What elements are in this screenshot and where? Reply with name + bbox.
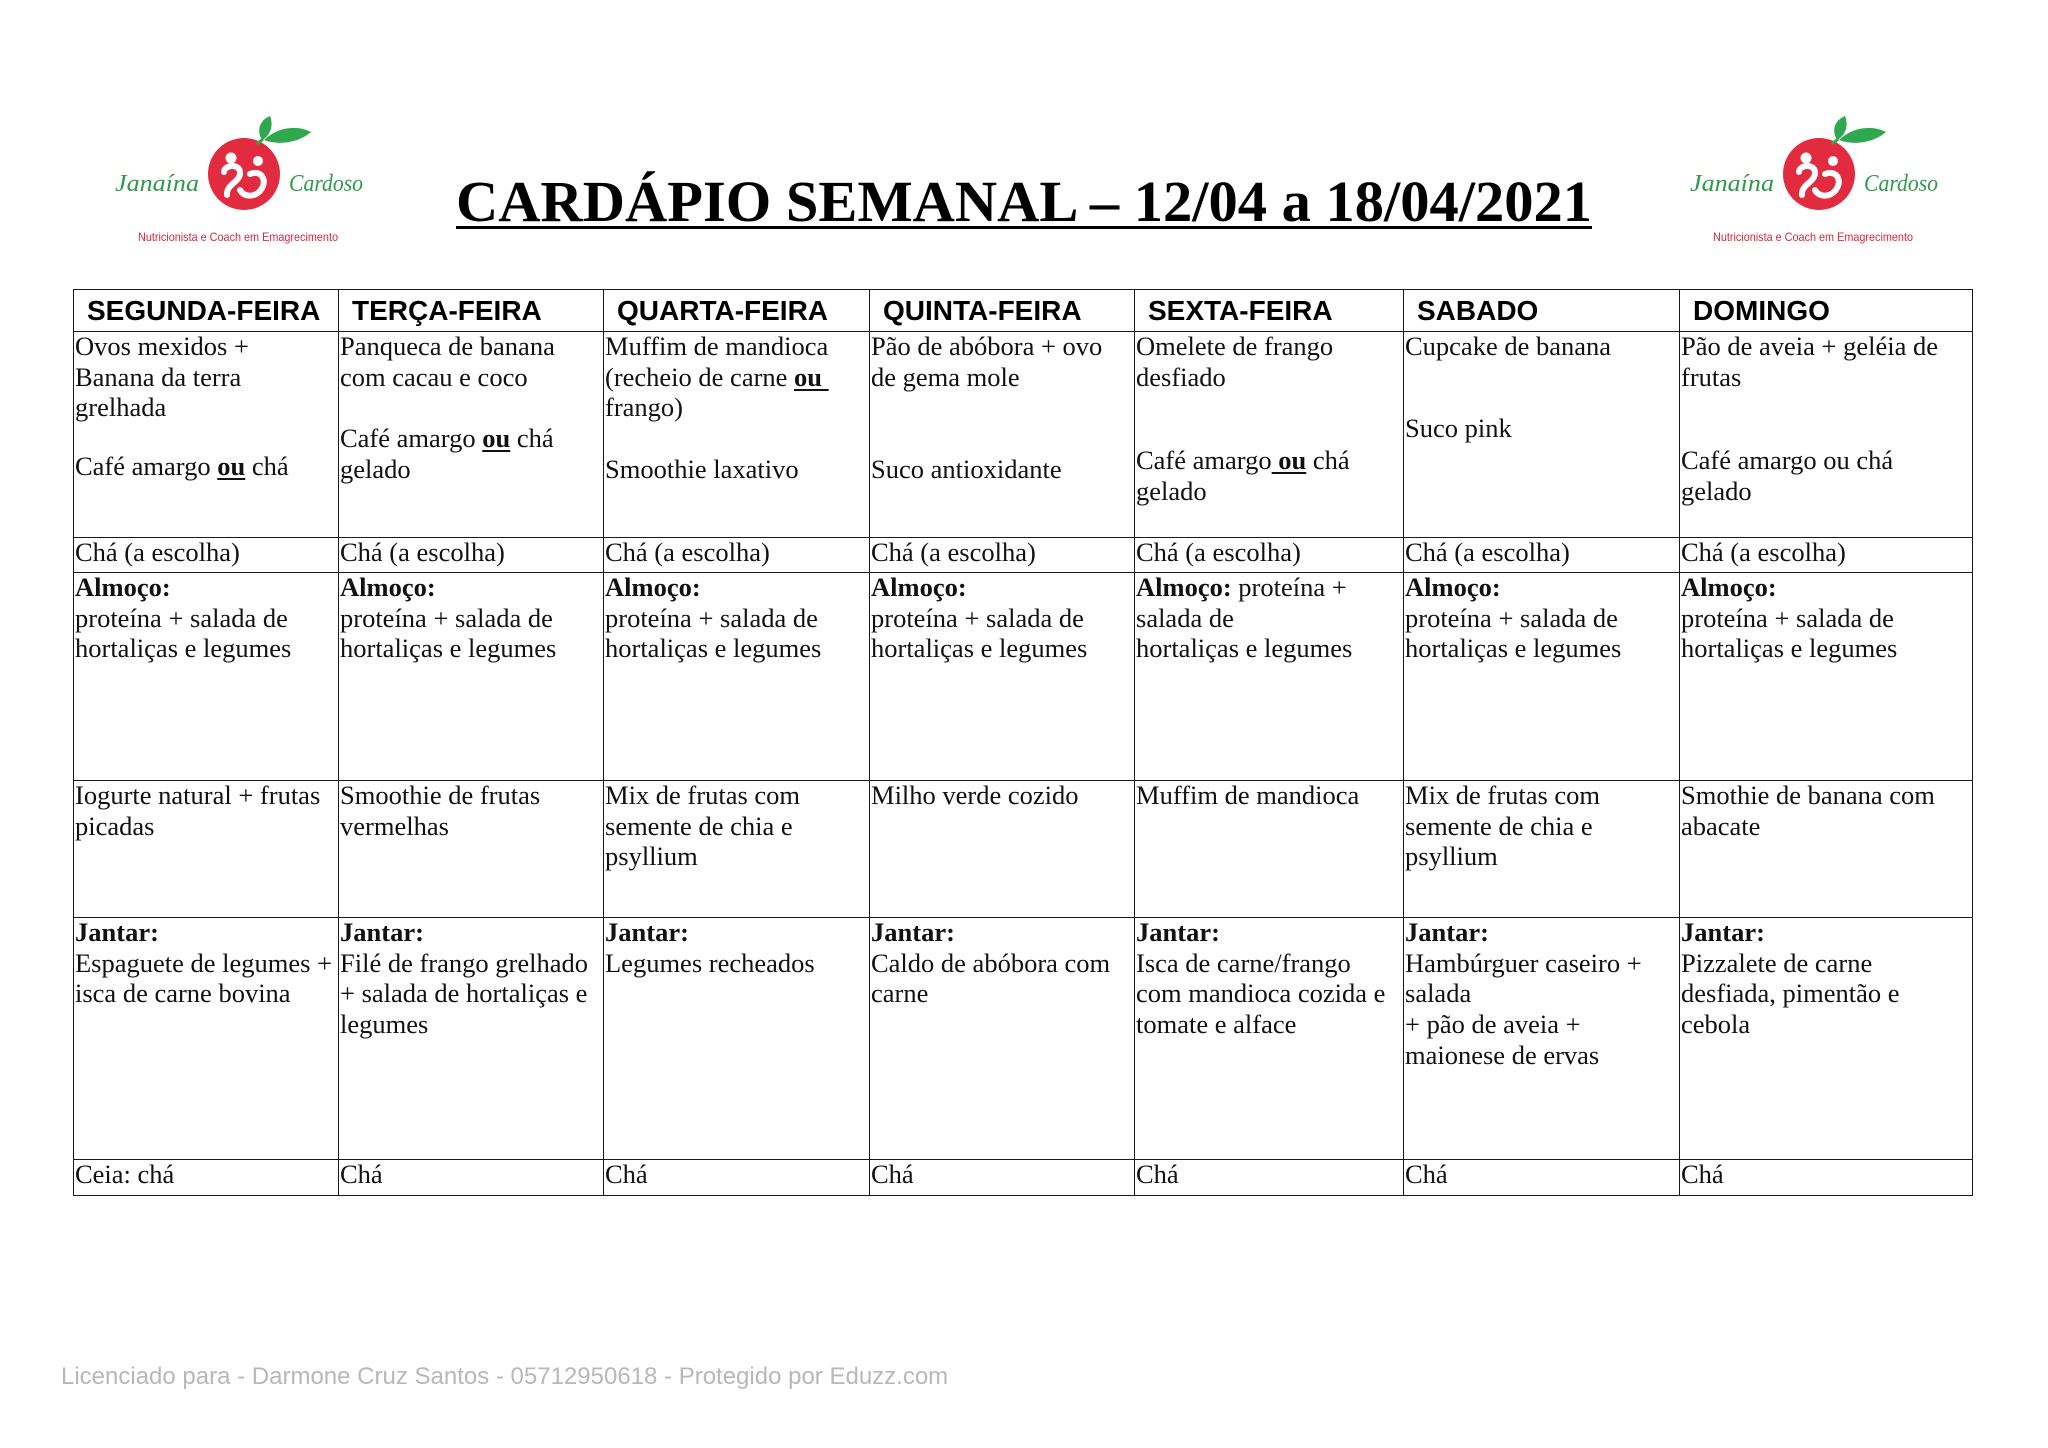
menu-line: vermelhas: [340, 810, 449, 841]
menu-line: Espaguete de legumes +: [75, 947, 333, 978]
menu-line: proteína + salada de: [1405, 602, 1618, 633]
logo-name-last: Cardoso: [1864, 171, 1938, 197]
meal-label: Almoço:: [605, 573, 701, 602]
menu-line: Chá: [871, 1160, 914, 1189]
menu-line: proteína + salada de: [340, 602, 553, 633]
menu-paragraph: [871, 332, 1134, 392]
meal-label: Jantar:: [1681, 918, 1765, 947]
menu-line: picadas: [75, 810, 155, 841]
menu-line: maionese de ervas: [1405, 1039, 1600, 1070]
menu-line: Smothie de banana com: [1681, 781, 1935, 810]
menu-line: hortaliças e legumes: [871, 633, 1088, 664]
menu-paragraph: [605, 781, 869, 872]
meal-label: Almoço:: [1136, 573, 1232, 602]
menu-paragraph: [340, 423, 603, 484]
day-header: TERÇA-FEIRA: [339, 290, 604, 332]
menu-paragraph: [340, 538, 603, 568]
menu-paragraph: [1136, 332, 1403, 392]
menu-paragraph: [1405, 781, 1679, 872]
menu-paragraph: [871, 918, 1134, 1009]
menu-line: isca de carne bovina: [75, 978, 291, 1009]
menu-line: legumes: [340, 1009, 429, 1040]
menu-paragraph: [340, 1160, 603, 1190]
meal-label: Almoço:: [1405, 573, 1501, 602]
day-header: SEXTA-FEIRA: [1135, 290, 1404, 332]
menu-line: Chá (a escolha): [1405, 538, 1570, 567]
menu-paragraph: [1136, 781, 1403, 811]
logo-name-first: Janaína: [115, 171, 199, 197]
menu-line: Chá: [605, 1160, 648, 1189]
menu-text: chá: [1306, 445, 1350, 476]
menu-line: Chá: [1136, 1160, 1179, 1189]
page-title: CARDÁPIO SEMANAL – 12/04 a 18/04/2021: [456, 169, 1592, 234]
menu-text: (recheio de carne: [605, 361, 795, 392]
menu-line: abacate: [1681, 810, 1761, 841]
menu-cell: [1404, 573, 1680, 781]
menu-paragraph: [75, 918, 338, 1009]
emphasis-text: ou: [217, 450, 246, 481]
leaf-icon: [1832, 116, 1886, 144]
menu-cell: [870, 538, 1135, 573]
menu-line: Isca de carne/frango: [1136, 947, 1351, 978]
meal-label: Jantar:: [340, 918, 424, 947]
menu-paragraph: [1405, 332, 1679, 362]
menu-cell: [870, 781, 1135, 918]
menu-cell: [604, 781, 870, 918]
menu-cell: [339, 332, 604, 538]
menu-paragraph: [1681, 918, 1972, 1040]
menu-line: Mix de frutas com: [1405, 781, 1601, 810]
emphasis-text: ou: [794, 361, 829, 392]
logo-tagline: Nutricionista e Coach em Emagrecimento: [1713, 230, 1914, 244]
menu-cell: [870, 573, 1135, 781]
menu-cell: [604, 573, 870, 781]
menu-paragraph: [871, 454, 1134, 485]
menu-line: gelado: [340, 453, 411, 484]
menu-line: [871, 573, 1134, 603]
menu-line: Mix de frutas com: [605, 781, 801, 810]
menu-cell: [604, 1160, 870, 1196]
menu-cell: [339, 1160, 604, 1196]
menu-line: hortaliças e legumes: [1681, 633, 1898, 664]
menu-line: desfiada, pimentão e: [1681, 978, 1900, 1009]
menu-cell: [604, 332, 870, 538]
menu-cell: [1135, 332, 1404, 538]
menu-line: Omelete de frango: [1136, 332, 1334, 361]
menu-paragraph: [75, 451, 338, 482]
menu-paragraph: [1681, 332, 1972, 392]
menu-line: Pizzalete de carne: [1681, 947, 1873, 978]
menu-cell: [1680, 573, 1973, 781]
menu-line: semente de chia e: [1405, 810, 1593, 841]
menu-line: hortaliças e legumes: [1136, 633, 1353, 664]
menu-line: Banana da terra: [75, 361, 242, 392]
weekly-menu-table: [73, 289, 1973, 1196]
menu-line: Muffim de mandioca: [605, 332, 829, 361]
meal-label: Jantar:: [75, 918, 159, 947]
menu-cell: [1135, 1160, 1404, 1196]
menu-text: chá: [510, 423, 554, 454]
menu-cell: [74, 1160, 339, 1196]
menu-cell: [1404, 332, 1680, 538]
menu-cell: [1135, 573, 1404, 781]
menu-text: Café amargo: [1136, 445, 1272, 476]
emphasis-text: ou: [482, 423, 511, 454]
menu-line: Chá (a escolha): [1136, 538, 1301, 567]
menu-line: frutas: [1681, 361, 1742, 392]
day-header: SEGUNDA-FEIRA: [74, 290, 339, 332]
leaf-icon: [257, 116, 311, 144]
menu-paragraph: [871, 1160, 1134, 1190]
menu-line: [1405, 918, 1679, 948]
menu-line: [605, 918, 869, 948]
menu-paragraph: [340, 918, 603, 1040]
menu-paragraph: [1136, 445, 1403, 506]
menu-paragraph: [1681, 573, 1972, 664]
menu-line: Caldo de abóbora com: [871, 947, 1111, 978]
menu-line: [340, 423, 603, 454]
menu-line: proteína + salada de: [1681, 602, 1894, 633]
menu-cell: [604, 538, 870, 573]
menu-cell: [1404, 781, 1680, 918]
meal-label: Almoço:: [340, 573, 436, 602]
menu-line: tomate e alface: [1136, 1009, 1297, 1040]
day-header: QUINTA-FEIRA: [870, 290, 1135, 332]
menu-paragraph: [605, 332, 869, 423]
menu-paragraph: [75, 1160, 338, 1190]
menu-line: Ovos mexidos +: [75, 332, 249, 361]
menu-line: Legumes recheados: [605, 947, 815, 978]
menu-paragraph: [1136, 538, 1403, 568]
menu-cell: [74, 332, 339, 538]
menu-line: gelado: [1136, 476, 1207, 506]
meal-label: Jantar:: [1405, 918, 1489, 947]
menu-paragraph: [871, 781, 1134, 811]
menu-line: Ceia: chá: [75, 1160, 175, 1189]
menu-line: Pão de aveia + geléia de: [1681, 332, 1939, 361]
menu-paragraph: [1681, 538, 1972, 568]
menu-line: [340, 573, 603, 603]
menu-line: Suco pink: [1405, 412, 1512, 443]
menu-paragraph: [1136, 573, 1403, 664]
menu-cell: [1135, 781, 1404, 918]
menu-line: Milho verde cozido: [871, 781, 1079, 810]
logo-name-first: Janaína: [1690, 171, 1774, 197]
menu-line: de gema mole: [871, 361, 1020, 392]
menu-line: hortaliças e legumes: [605, 633, 822, 664]
menu-line: [1136, 573, 1403, 603]
menu-line: proteína + salada de: [75, 602, 288, 633]
menu-line: gelado: [1681, 476, 1752, 506]
menu-cell: [74, 781, 339, 918]
menu-cell: [1680, 918, 1973, 1160]
menu-paragraph: [1405, 573, 1679, 664]
menu-line: psyllium: [605, 841, 698, 872]
menu-cell: [1404, 1160, 1680, 1196]
menu-paragraph: [605, 1160, 869, 1190]
logo-tagline: Nutricionista e Coach em Emagrecimento: [138, 230, 339, 244]
menu-line: proteína + salada de: [605, 602, 818, 633]
menu-line: [1136, 445, 1403, 476]
menu-cell: [339, 538, 604, 573]
menu-line: + salada de hortaliças e: [340, 978, 588, 1009]
menu-line: [1681, 918, 1972, 948]
menu-line: frango): [605, 392, 683, 423]
menu-line: Chá (a escolha): [605, 538, 770, 567]
meal-label: Almoço:: [75, 573, 171, 602]
menu-line: cebola: [1681, 1009, 1751, 1040]
menu-paragraph: [1681, 781, 1972, 841]
menu-cell: [1680, 781, 1973, 918]
menu-line: com cacau e coco: [340, 361, 528, 392]
menu-cell: [870, 332, 1135, 538]
menu-line: Chá: [340, 1160, 383, 1189]
menu-line: + pão de aveia +: [1405, 1009, 1581, 1040]
menu-line: Café amargo ou chá: [1681, 445, 1894, 476]
meal-label: Almoço:: [871, 573, 967, 602]
menu-cell: [74, 573, 339, 781]
menu-cell: [339, 573, 604, 781]
menu-line: Chá (a escolha): [75, 538, 240, 567]
menu-paragraph: [605, 918, 869, 978]
menu-text: chá: [245, 450, 289, 481]
menu-line: Chá: [1405, 1160, 1448, 1189]
emphasis-text: ou: [1271, 445, 1307, 476]
menu-paragraph: [1405, 413, 1679, 444]
day-header: QUARTA-FEIRA: [604, 290, 870, 332]
menu-paragraph: [1681, 1160, 1972, 1190]
menu-paragraph: [75, 332, 338, 423]
menu-line: [605, 362, 869, 393]
day-header: SABADO: [1404, 290, 1680, 332]
menu-cell: [604, 918, 870, 1160]
menu-cell: [1680, 1160, 1973, 1196]
menu-text: Café amargo: [75, 450, 218, 481]
menu-paragraph: [1405, 1160, 1679, 1190]
menu-line: Chá (a escolha): [340, 538, 505, 567]
menu-cell: [339, 781, 604, 918]
logo-name-last: Cardoso: [289, 171, 363, 197]
menu-line: [871, 918, 1134, 948]
menu-line: Filé de frango grelhado: [340, 947, 588, 978]
menu-line: Chá (a escolha): [871, 538, 1036, 567]
menu-paragraph: [1136, 918, 1403, 1040]
menu-cell: [1135, 918, 1404, 1160]
menu-line: salada de: [1136, 602, 1234, 633]
menu-line: Iogurte natural + frutas: [75, 781, 321, 810]
menu-text: Café amargo: [340, 423, 483, 454]
meal-label: Jantar:: [871, 918, 955, 947]
menu-line: Smoothie de frutas: [340, 781, 541, 810]
menu-cell: [74, 918, 339, 1160]
menu-paragraph: [871, 573, 1134, 664]
menu-cell: [870, 1160, 1135, 1196]
menu-line: Chá: [1681, 1160, 1724, 1189]
menu-line: [1136, 918, 1403, 948]
menu-line: [75, 918, 338, 948]
meal-label: Almoço:: [1681, 573, 1777, 602]
menu-paragraph: [75, 573, 338, 664]
menu-paragraph: [340, 573, 603, 664]
menu-line: [75, 573, 338, 603]
menu-paragraph: [605, 573, 869, 664]
menu-paragraph: [871, 538, 1134, 568]
menu-cell: [339, 918, 604, 1160]
menu-line: salada: [1405, 978, 1472, 1009]
menu-line: Suco antioxidante: [871, 454, 1062, 485]
menu-line: hortaliças e legumes: [340, 633, 557, 664]
menu-paragraph: [1136, 1160, 1403, 1190]
menu-paragraph: [605, 454, 869, 485]
menu-line: grelhada: [75, 392, 167, 423]
menu-line: hortaliças e legumes: [1405, 633, 1622, 664]
menu-line: carne: [871, 978, 929, 1009]
menu-cell: [1404, 538, 1680, 573]
menu-cell: [1680, 538, 1973, 573]
menu-cell: [1135, 538, 1404, 573]
meal-label: Jantar:: [1136, 918, 1220, 947]
meal-label: Jantar:: [605, 918, 689, 947]
day-header: DOMINGO: [1680, 290, 1973, 332]
menu-paragraph: [75, 538, 338, 568]
menu-line: Hambúrguer caseiro +: [1405, 947, 1642, 978]
menu-cell: [1680, 332, 1973, 538]
menu-line: Muffim de mandioca: [1136, 781, 1360, 810]
menu-line: [75, 451, 338, 482]
menu-line: Cupcake de banana: [1405, 332, 1612, 361]
menu-paragraph: [75, 781, 338, 841]
menu-line: com mandioca cozida e: [1136, 978, 1386, 1009]
menu-line: [605, 573, 869, 603]
menu-line: Smoothie laxativo: [605, 454, 799, 485]
menu-line: Pão de abóbora + ovo: [871, 332, 1103, 361]
menu-line: Panqueca de banana: [340, 332, 555, 361]
menu-line: semente de chia e: [605, 810, 793, 841]
menu-text: proteína +: [1231, 573, 1347, 602]
menu-paragraph: [605, 538, 869, 568]
menu-line: desfiado: [1136, 361, 1226, 392]
menu-paragraph: [1405, 538, 1679, 568]
menu-cell: [74, 538, 339, 573]
menu-line: [1405, 573, 1679, 603]
menu-paragraph: [340, 781, 603, 841]
menu-line: proteína + salada de: [871, 602, 1084, 633]
menu-line: Chá (a escolha): [1681, 538, 1846, 567]
menu-cell: [870, 918, 1135, 1160]
menu-paragraph: [1681, 445, 1972, 506]
menu-paragraph: [1405, 918, 1679, 1071]
license-footer: Licenciado para - Darmone Cruz Santos - 05712950618 - Protegido por Eduzz.com: [61, 1363, 949, 1390]
menu-paragraph: [340, 332, 603, 392]
menu-line: hortaliças e legumes: [75, 633, 292, 664]
menu-line: [1681, 573, 1972, 603]
menu-line: psyllium: [1405, 841, 1498, 872]
menu-cell: [1404, 918, 1680, 1160]
menu-line: [340, 918, 603, 948]
